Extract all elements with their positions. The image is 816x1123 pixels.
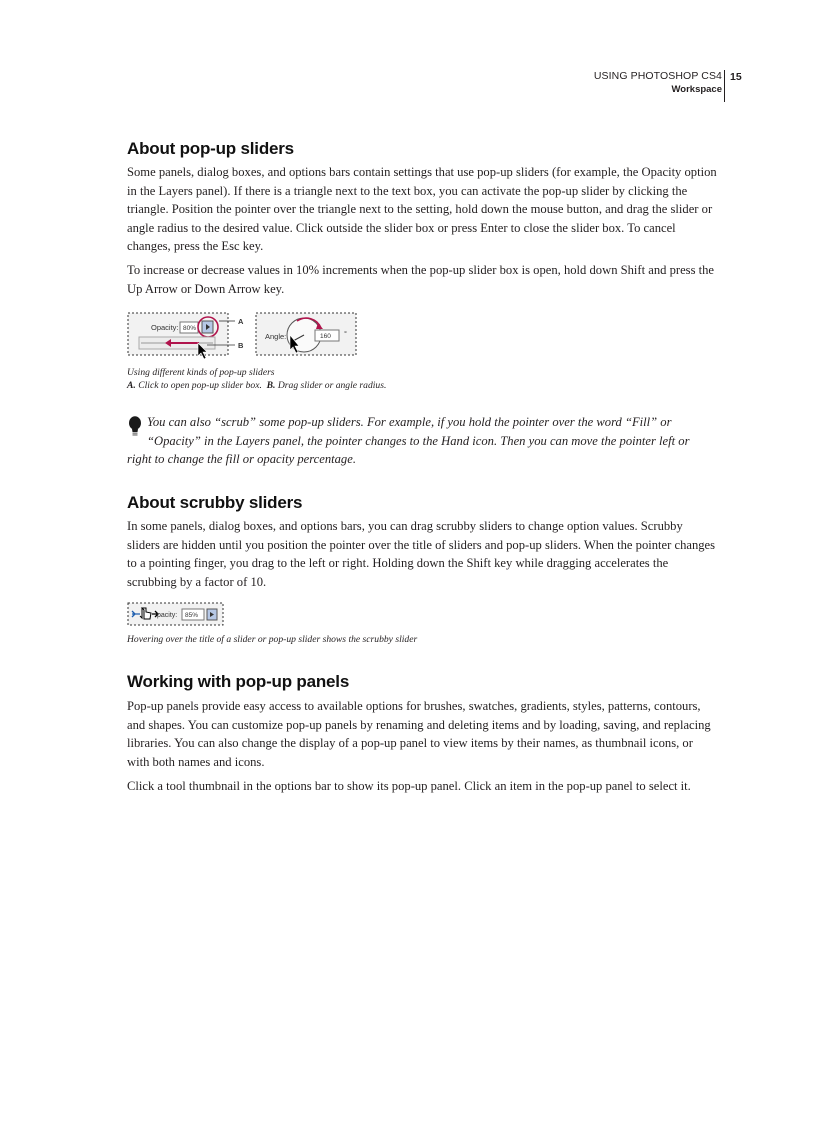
paragraph: To increase or decrease values in 10% increments when the pop-up slider box is open, hold down Shift and press the Up Arrow or Down Arrow key. <box>127 263 715 296</box>
figure-caption: Hovering over the title of a slider or pop-up slider shows the scrubby slider <box>127 634 418 645</box>
tip-text: You can also “scrub” some pop-up sliders. For example, if you hold the pointer over the word “Fill” or “Opacity” in the Layers panel, the pointer changes to the Hand icon. Then you can move the pointer left or right to change the fill or opacity percentage. <box>127 415 690 467</box>
caption-a-text: Click to open pop-up slider box. <box>138 379 262 391</box>
running-header <box>594 70 722 96</box>
section-heading-popup-panels: Working with pop-up panels <box>127 672 350 691</box>
page-number: 15 <box>730 71 742 83</box>
paragraph: Click a tool thumbnail in the options bar to show its pop-up panel. Click an item in the pop-up panel to select it. <box>127 779 691 793</box>
lightbulb-icon <box>127 415 145 435</box>
scrubby-label: pacity: <box>157 612 178 619</box>
tip-note <box>127 413 717 469</box>
caption-b-text: Drag slider or angle radius. <box>277 379 387 391</box>
chapter-name: Workspace <box>671 84 722 95</box>
degree-symbol: ° <box>344 329 347 338</box>
header-rule <box>724 70 725 102</box>
section-heading-popup-sliders: About pop-up sliders <box>127 139 294 158</box>
scrubby-slider-figure <box>127 601 227 631</box>
caption-a-label: A. <box>127 379 136 391</box>
opacity-label: Opacity: <box>151 323 179 332</box>
scrubby-value: 85% <box>185 612 199 619</box>
popup-slider-figure <box>127 310 359 362</box>
caption-title: Using different kinds of pop-up sliders <box>127 367 275 378</box>
paragraph: Some panels, dialog boxes, and options bars contain settings that use pop-up sliders (for example, the Opacity option in the Layers panel). If there is a triangle next to the text box, you can activate the pop-up slider by clicking the triangle. Position the pointer over the triangle next to the setting, hold down the mouse button, and drag the slider or angle radius to the desired value. Click outside the slider box or press Enter to close the slider box. To cancel changes, press the Esc key. <box>127 165 717 254</box>
angle-value: 160 <box>320 333 331 340</box>
paragraph: In some panels, dialog boxes, and options bars, you can drag scrubby sliders to change option values. Scrubby sliders are hidden until you position the pointer over the title of sliders and pop-up sliders. When the pointer changes to a pointing finger, you drag to the left or right. Holding down the Shift key while dragging accelerates the scrubbing by a factor of 10. <box>127 519 716 589</box>
figure-caption <box>127 367 386 392</box>
angle-label: Angle: <box>265 332 287 341</box>
caption-items <box>127 380 386 393</box>
book-title: USING PHOTOSHOP CS4 <box>593 70 722 82</box>
callout-a: A <box>238 317 244 326</box>
section-heading-scrubby-sliders: About scrubby sliders <box>127 493 303 512</box>
callout-b: B <box>238 341 244 350</box>
caption-b-label: B. <box>266 379 276 391</box>
paragraph: Pop-up panels provide easy access to available options for brushes, swatches, gradients, styles, patterns, contours, and shapes. You can customize pop-up panels by renaming and deleting items and by loading, saving, and replacing libraries. You can also change the display of a pop-up panel to view items by their names, as thumbnail icons, or with both names and icons. <box>127 699 711 769</box>
opacity-value: 80% <box>183 325 197 332</box>
